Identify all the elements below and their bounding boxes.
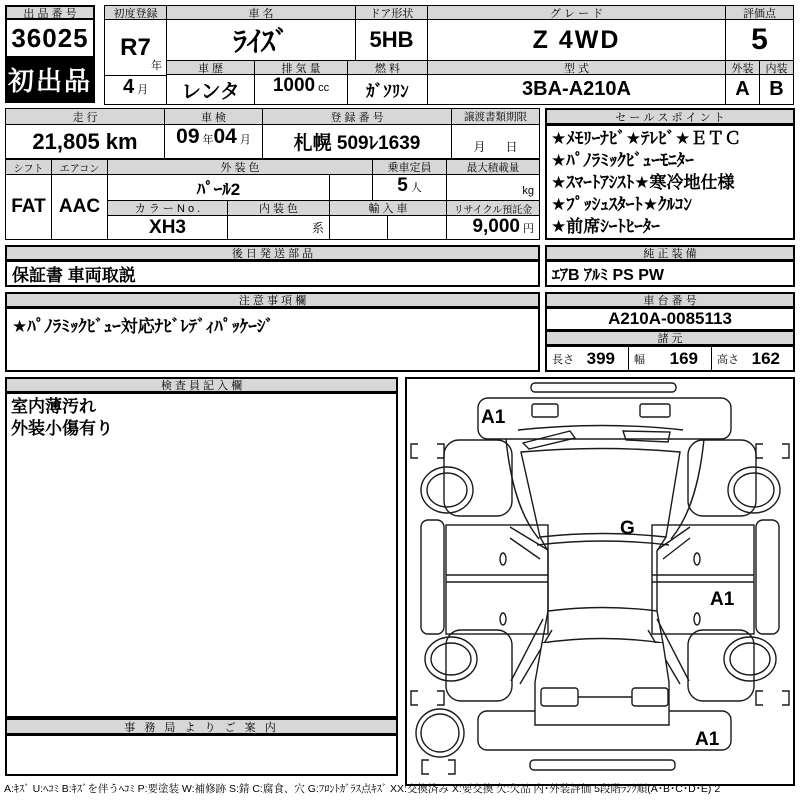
rear-left-wheel-inner [431, 643, 471, 675]
front-right-wheel [728, 467, 780, 513]
inspection-year-suffix: 年 [202, 134, 214, 146]
door-handle [694, 553, 700, 565]
front-fender-left [444, 440, 512, 516]
bracket-right-front-open [756, 444, 763, 458]
spare-tire-inner [421, 714, 459, 752]
front-right-wheel-inner [734, 473, 774, 507]
model-code-value: 3BA-A210A [427, 74, 726, 105]
dimensions-label: 諸 元 [545, 330, 795, 346]
grade-value: Z 4WD [427, 19, 726, 61]
transfer-docs-label: 譲渡書類期限 [451, 108, 540, 125]
rocker-left [421, 520, 444, 634]
aircon-label: エアコン [51, 159, 108, 175]
first-listing-badge: 初出品 [5, 56, 95, 103]
sales-point-line: ★ﾒﾓﾘｰﾅﾋﾞ★ﾃﾚﾋﾞ★ＥＴＣ [551, 129, 742, 148]
sales-point-line: ★ﾌﾟｯｼｭｽﾀｰﾄ★ｸﾙｺﾝ [551, 195, 692, 214]
displacement-value [254, 74, 348, 105]
color-no-label: カ ラ ー N o . [107, 200, 228, 216]
footer-legend: A:ｷｽﾞ U:ﾍｺﾐ B:ｷｽﾞを伴うﾍｺﾐ P:要塗装 W:補修跡 S:錆 C:腐食、穴 G:ﾌﾛﾝﾄｶﾞﾗｽ点ｷｽﾞ XX:交換済み X:要交換 欠:欠品 内･外装評価 5段階ﾗﾝｸ順(A･B･C･D･E) 2 [4, 783, 721, 795]
registration-number-value: 札幌 509ﾚ1639 [262, 124, 452, 159]
first-registration-label: 初度登録 [104, 5, 167, 20]
fuel-value: ｶﾞｿﾘﾝ [347, 74, 428, 105]
width-label: 幅 [634, 353, 645, 366]
lot-number-label: 出 品 番 号 [5, 5, 95, 20]
width-value: 169 [669, 348, 698, 368]
month-suffix: 月 [137, 84, 149, 96]
door-handle [500, 613, 506, 625]
front-grille-right [640, 404, 670, 417]
rocker-right [756, 520, 779, 634]
mileage-label: 走 行 [5, 108, 165, 125]
dimension-length [545, 345, 629, 372]
interior-color-label: 内 装 色 [227, 200, 330, 216]
score-value: 5 [725, 19, 794, 61]
bracket-left-front-open [411, 444, 418, 458]
doors-right [652, 525, 754, 634]
shift-label: シフト [5, 159, 52, 175]
a-pillar-left [510, 527, 548, 550]
exterior-color-value: ﾊﾟｰﾙ2 [107, 174, 330, 201]
bracket-right-rear-close [782, 691, 789, 705]
exterior-grade-label: 外装 [725, 60, 760, 75]
car-damage-diagram [405, 377, 795, 786]
damage-mark-right-rear-quarter: A1 [710, 589, 735, 610]
cowl-line [518, 426, 683, 431]
exterior-color-label: 外 装 色 [107, 159, 373, 175]
inspection-label: 車 検 [164, 108, 263, 125]
lot-number: 36025 [5, 18, 95, 58]
tail-light-left [541, 688, 578, 706]
height-label: 高さ [717, 353, 739, 366]
score-label: 評価点 [725, 5, 794, 20]
aircon-value: AAC [51, 174, 108, 240]
notes-value: ★ﾊﾟﾉﾗﾐｯｸﾋﾞｭｰ対応ﾅﾋﾞﾚﾃﾞｨﾊﾟｯｹｰｼﾞ [5, 307, 540, 372]
car-name-label: 車 名 [166, 5, 356, 20]
recycle-deposit-number: 9,000 [472, 216, 520, 237]
capacity-label: 乗車定員 [372, 159, 447, 175]
dimension-height [711, 345, 795, 372]
interior-grade-label: 内装 [759, 60, 794, 75]
inspector-notes-box [5, 392, 398, 718]
sales-point-line: ★ｽﾏｰﾄｱｼｽﾄ★寒冷地仕様 [551, 173, 735, 192]
exterior-color-extra-cell [329, 174, 373, 201]
rear-gate [535, 643, 669, 725]
inspector-note-line: 室内薄汚れ [11, 397, 96, 416]
rear-window [542, 608, 663, 644]
a-pillar-right [657, 527, 690, 550]
sales-point-line: ★ﾊﾟﾉﾗﾐｯｸﾋﾞｭｰﾓﾆﾀｰ [551, 151, 694, 170]
bracket-left-front-close [437, 444, 444, 458]
inspection-value [164, 124, 263, 159]
rear-bottom-strip [530, 760, 675, 770]
door-handle [500, 553, 506, 565]
inspection-month-suffix: 月 [239, 134, 251, 146]
windshield-lower-band [537, 541, 669, 545]
bracket-bottom-open [422, 760, 429, 774]
transfer-month-label: 月 [473, 140, 486, 154]
grade-label: グ レ ー ド [427, 5, 726, 20]
a-pillar-left-2 [510, 538, 540, 559]
length-value: 399 [586, 348, 615, 368]
cabin-side-right [657, 537, 666, 611]
mileage-value: 21,805 km [5, 124, 165, 159]
year-suffix: 年 [151, 60, 162, 72]
hood-edge-left [506, 439, 539, 539]
damage-mark-front-bumper: A1 [481, 407, 506, 428]
import-car-cell-1 [329, 215, 388, 240]
front-left-wheel [421, 467, 473, 513]
sales-points-label: セ ー ル ス ポ イ ン ト [545, 108, 795, 125]
import-car-cell-2 [387, 215, 447, 240]
rear-quarter-right [688, 630, 754, 701]
front-grille-left [532, 404, 558, 417]
wiper-right [623, 431, 670, 442]
registration-number-label: 登 録 番 号 [262, 108, 452, 125]
inspector-note-line: 外装小傷有り [11, 419, 113, 438]
genuine-equipment-label: 純 正 装 備 [545, 245, 795, 261]
exterior-grade-value: A [725, 74, 760, 105]
notes-label: 注 意 事 項 欄 [5, 292, 540, 308]
capacity-number: 5 [397, 175, 408, 196]
front-bumper [478, 398, 731, 439]
max-load-value: kg [446, 174, 540, 201]
spare-tire [416, 709, 464, 757]
capacity-unit: 人 [410, 182, 422, 194]
capacity-value [372, 174, 447, 201]
color-no-value: XH3 [107, 215, 228, 240]
damage-mark-windshield: G [620, 518, 635, 539]
transfer-day-label: 日 [505, 140, 518, 154]
import-car-label: 輸 入 車 [329, 200, 447, 216]
bracket-bottom-close [448, 760, 455, 774]
inspector-notes-label: 検 査 員 記 入 欄 [5, 377, 398, 393]
car-top-view-diagram [407, 379, 793, 784]
door-shape-value: 5HB [355, 19, 428, 61]
first-registration-year [104, 19, 167, 76]
car-history-label: 車 歴 [166, 60, 255, 75]
displacement-label: 排 気 量 [254, 60, 348, 75]
tail-light-right [632, 688, 668, 706]
sales-points-list [545, 124, 795, 240]
door-handle [694, 613, 700, 625]
chassis-no-label: 車 台 番 号 [545, 292, 795, 308]
later-parts-value: 保証書 車両取説 [5, 260, 540, 287]
model-code-label: 型 式 [427, 60, 726, 75]
front-left-wheel-inner [427, 473, 467, 507]
inspection-month: 04 [213, 125, 237, 148]
first-registration-month [104, 75, 167, 105]
genuine-equipment-value: ｴｱB ｱﾙﾐ PS PW [545, 260, 795, 287]
bracket-right-front-close [782, 444, 789, 458]
dimension-width [628, 345, 712, 372]
recycle-deposit-label: リサイクル預託金 [446, 200, 540, 216]
bracket-left-rear-open [411, 691, 418, 705]
car-name-value: ﾗｲｽﾞ [166, 19, 356, 61]
recycle-deposit-unit: 円 [523, 223, 534, 235]
chassis-no-value: A210A-0085113 [545, 307, 795, 331]
door-shape-label: ドア形状 [355, 5, 428, 20]
length-label: 長さ [552, 353, 574, 366]
front-top-strip [531, 383, 676, 392]
a-pillar-right-2 [663, 538, 690, 559]
later-parts-label: 後 日 発 送 部 品 [5, 245, 540, 261]
damage-mark-rear-bumper: A1 [695, 729, 720, 750]
interior-grade-value: B [759, 74, 794, 105]
transfer-docs-value [451, 124, 540, 159]
rear-quarter-left [446, 630, 512, 701]
rear-right-wheel-inner [730, 643, 770, 675]
office-notice-box [5, 734, 398, 776]
windshield [521, 449, 680, 538]
inspection-year: 09 [176, 125, 200, 148]
sales-point-line: ★前席ｼｰﾄﾋｰﾀｰ [551, 217, 660, 236]
bracket-right-rear-open [756, 691, 763, 705]
office-notice-label: 事 務 局 よ り ご 案 内 [5, 718, 398, 735]
car-history-value: レンタ [166, 74, 255, 105]
first-registration-era: R7 [120, 33, 151, 61]
fuel-label: 燃 料 [347, 60, 428, 75]
recycle-deposit-value [446, 215, 540, 240]
height-value: 162 [751, 348, 780, 368]
max-load-label: 最大積載量 [446, 159, 540, 175]
bracket-left-rear-close [437, 691, 444, 705]
interior-color-value: 系 [227, 215, 330, 240]
wiper-left [523, 431, 575, 449]
shift-value: FAT [5, 174, 52, 240]
first-registration-month-value: 4 [122, 76, 135, 98]
displacement-number: 1000 [272, 75, 316, 96]
displacement-unit: cc [318, 82, 330, 94]
